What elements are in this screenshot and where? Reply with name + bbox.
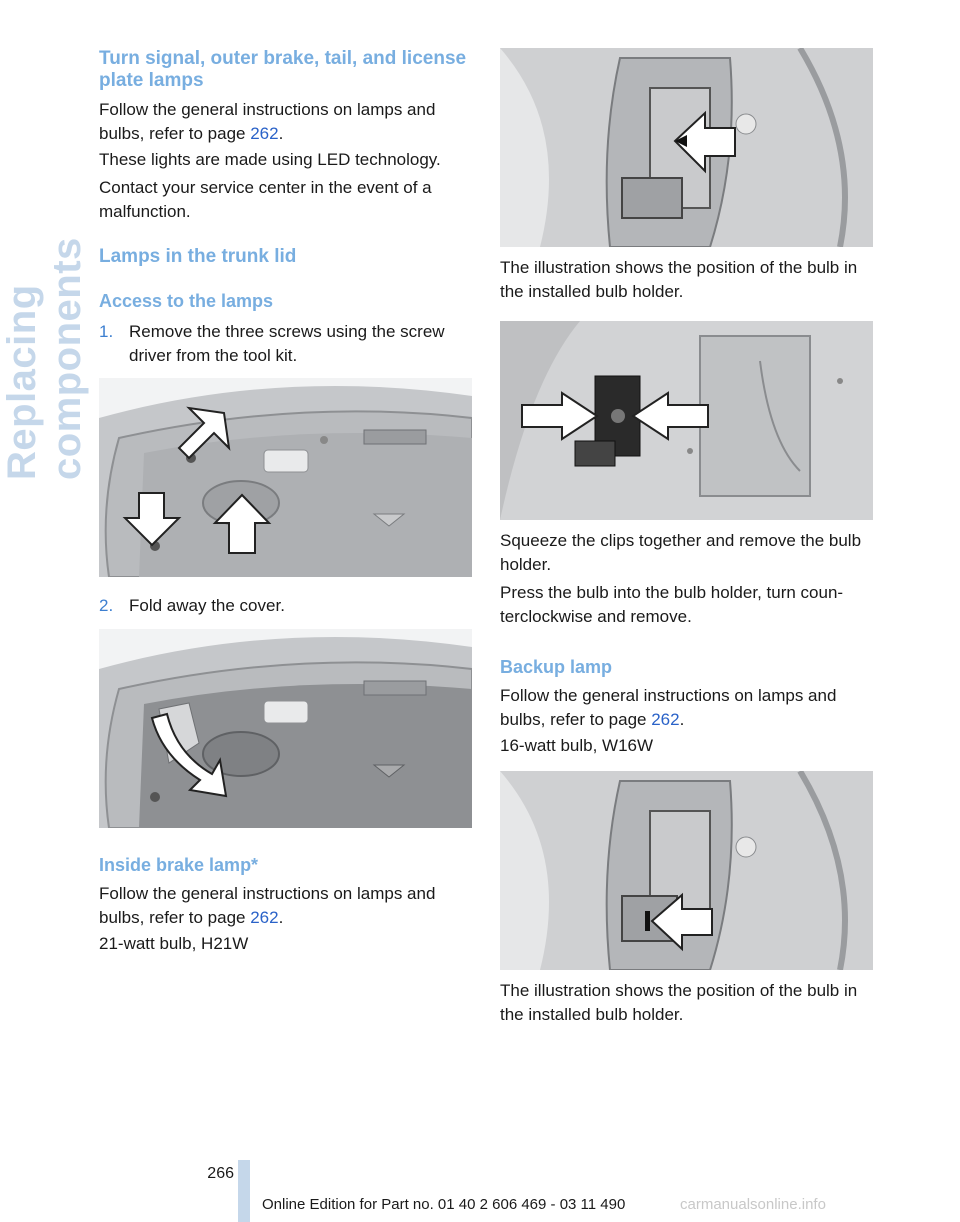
page-number: 266 (207, 1165, 234, 1182)
caption-squeeze-clips: Squeeze the clips together and remove the bulb holder. (500, 531, 862, 574)
chapter-title: Replacing components (0, 237, 89, 480)
period: . (278, 908, 284, 927)
page-link-262[interactable]: 262 (250, 124, 279, 143)
fold-cover-illustration (99, 629, 472, 828)
squeeze-clips-illustration (500, 321, 873, 520)
step-1 (99, 320, 472, 370)
inside-brake-instructions (99, 882, 472, 930)
watermark: carmanualsonline.info (680, 1196, 826, 1213)
step-number: 2. (99, 596, 114, 615)
section-title-signal-lamps: Turn signal, outer brake, tail, and license plate lamps (99, 48, 467, 91)
trunk-screws-illustration (99, 378, 472, 577)
chapter-side-tab (0, 40, 89, 480)
page-link-262[interactable]: 262 (651, 710, 680, 729)
step-2 (99, 594, 472, 620)
backup-lamp-instructions (500, 684, 873, 732)
bulb-position-illustration-2 (500, 771, 873, 970)
footer-accent-bar (238, 1160, 250, 1222)
caption-bulb-position-2: The illustration shows the position of the bulb in the installed bulb holder. (500, 981, 858, 1024)
instructions-text: Follow the general instructions on lamps and bulbs, refer to page (99, 884, 436, 927)
subsection-title-backup-lamp: Backup lamp (500, 657, 613, 677)
step-text: Fold away the cover. (129, 596, 285, 615)
instructions-text: Follow the general instructions on lamps and bulbs, refer to page (99, 100, 436, 143)
instructions-text: Follow the general instructions on lamps and bulbs, refer to page (500, 686, 837, 729)
led-note: These lights are made using LED technology. (99, 150, 441, 169)
page-link-262[interactable]: 262 (250, 908, 279, 927)
section-title-trunk-lamps: Lamps in the trunk lid (99, 246, 297, 267)
step-number: 1. (99, 322, 114, 341)
edition-note: Online Edition for Part no. 01 40 2 606 469 - 03 11 490 (262, 1196, 626, 1213)
subsection-title-access: Access to the lamps (99, 291, 274, 311)
period: . (679, 710, 685, 729)
subsection-title-inside-brake: Inside brake lamp* (99, 855, 259, 875)
period: . (278, 124, 284, 143)
step-text: Remove the three screws using the screw driver from the tool kit. (129, 322, 445, 365)
bulb-position-illustration-1 (500, 48, 873, 247)
inside-bulb-spec: 21-watt bulb, H21W (99, 934, 249, 953)
caption-bulb-position-1: The illustration shows the position of the bulb in the installed bulb holder. (500, 258, 858, 301)
caption-remove-bulb: Press the bulb into the bulb holder, turn coun- terclockwise and remove. (500, 583, 844, 626)
service-note: Contact your service center in the event of a malfunction. (99, 178, 432, 221)
signal-lamps-instructions (99, 98, 472, 146)
backup-bulb-spec: 16-watt bulb, W16W (500, 736, 654, 755)
